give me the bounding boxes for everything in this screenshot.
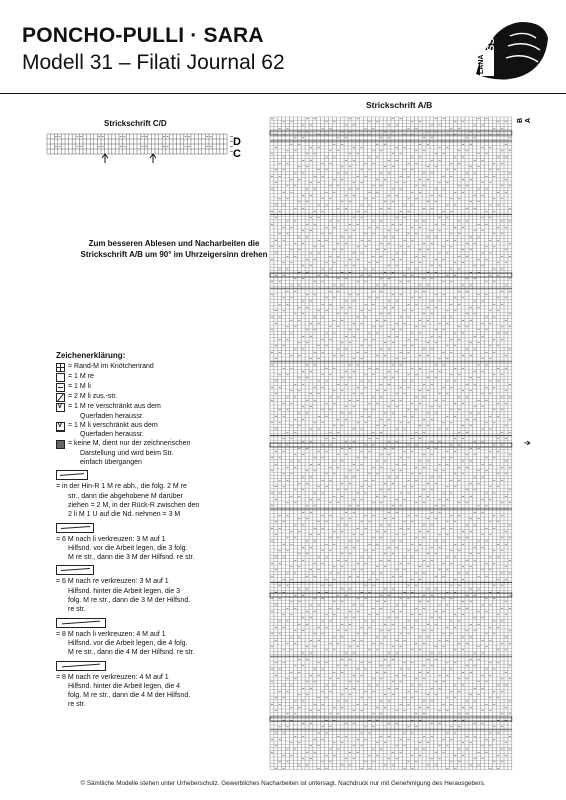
- pass-over-icon: [56, 470, 88, 480]
- legend-item: [56, 382, 256, 392]
- reading-note: Zum besseren Ablesen und Nacharbeiten die Strickschrift A/B um 90° im Uhrzeigersinn drehen: [80, 239, 268, 259]
- legend-cable-item: = 8 M nach li verkreuzen: 4 M auf 1 Hilfsnd. vor die Arbeit legen, die 4 folg. M re str., dann die 4 M der Hilfsnd. re str.: [56, 618, 256, 658]
- legend-item: [56, 372, 256, 382]
- purl-stitch-icon: [56, 383, 65, 392]
- legend-cable-item: = in der Hin-R 1 M re abh., die folg. 2 M re str., dann die abgehobene M darüber ziehen = 2 M, in der Rück-R zwischen den 2 li M 1 U auf die Nd. nehmen = 3 M: [56, 470, 256, 519]
- purl-twisted-increase-icon: [56, 422, 65, 432]
- copyright-footer: © Sämtliche Modelle stehen unter Urheberschutz. Gewerbliches Nacharbeiten ist untersagt. Nachdruck nur mit Genehmigung des Herausgebers.: [80, 780, 486, 787]
- legend-text: = 1 M li: [68, 383, 91, 391]
- purl-two-together-icon: [56, 393, 65, 402]
- legend-cable-item: = 8 M nach re verkreuzen: 4 M auf 1 Hilfsnd. hinter die Arbeit legen, die 4 folg. M re str., dann die 4 M der Hilfsnd. re str.: [56, 661, 256, 710]
- legend-heading: Zeichenerklärung:: [56, 351, 126, 360]
- chart-ab-marker-b: B: [517, 117, 524, 123]
- cable-left-6-icon: [56, 523, 94, 533]
- arrow-up-icon: [150, 154, 156, 163]
- cable-left-8-icon: [56, 618, 106, 628]
- legend-item: [56, 392, 256, 402]
- chart-ab-label: Strickschrift A/B: [366, 100, 433, 110]
- chart-cd-marker-c: C: [233, 148, 241, 160]
- legend-text: = 1 M re: [68, 373, 94, 381]
- page-title: PONCHO-PULLI · SARA: [22, 24, 264, 47]
- legend-cable-item: = 6 M nach re verkreuzen: 3 M auf 1 Hilfsnd. hinter die Arbeit legen, die 3 folg. M re str., dann die 3 M der Hilfsnd. re str.: [56, 565, 256, 614]
- legend-text: = keine M, dient nur der zeichnerischen Darstellung und wird beim Str. einfach übergangen: [68, 440, 191, 467]
- chart-cd-label: Strickschrift C/D: [104, 119, 167, 128]
- legend-cable-item: = 6 M nach li verkreuzen: 3 M auf 1 Hilfsnd. vor die Arbeit legen, die 3 folg. M re str., dann die 3 M der Hilfsnd. re str.: [56, 523, 256, 563]
- legend-text: = 1 M re verschränkt aus dem Querfaden heraussr.: [68, 403, 161, 420]
- chart-cd-marker-d: D: [233, 136, 241, 148]
- legend-item: [56, 439, 256, 467]
- no-stitch-icon: [56, 440, 65, 449]
- legend-text: = Rand-M im Knötchenrand: [68, 363, 154, 371]
- header-rule: [0, 93, 566, 94]
- chart-ab-marker-a: A: [525, 117, 532, 123]
- legend-item: [56, 362, 256, 372]
- svg-text:LANA: LANA: [478, 54, 485, 74]
- arrow-up-icon: [102, 154, 108, 163]
- legend: [56, 351, 256, 710]
- legend-item: [56, 402, 256, 421]
- knitting-chart-cd: [45, 130, 245, 166]
- svg-text:GROSSA: GROSSA: [486, 30, 497, 74]
- legend-text: = 2 M li zus.-str.: [68, 393, 118, 401]
- edge-stitch-icon: [56, 363, 65, 372]
- cable-right-6-icon: [56, 565, 94, 575]
- knitting-chart-ab: [268, 113, 538, 775]
- arrow-right-icon: [524, 441, 530, 445]
- lana-grossa-logo: [470, 16, 552, 86]
- knit-stitch-icon: [56, 373, 65, 382]
- legend-text: = 1 M li verschränkt aus dem Querfaden heraussr.: [68, 421, 158, 439]
- legend-item: [56, 421, 256, 440]
- page-subtitle: Modell 31 – Filati Journal 62: [22, 51, 285, 74]
- knit-twisted-increase-icon: [56, 403, 65, 412]
- cable-right-8-icon: [56, 661, 106, 671]
